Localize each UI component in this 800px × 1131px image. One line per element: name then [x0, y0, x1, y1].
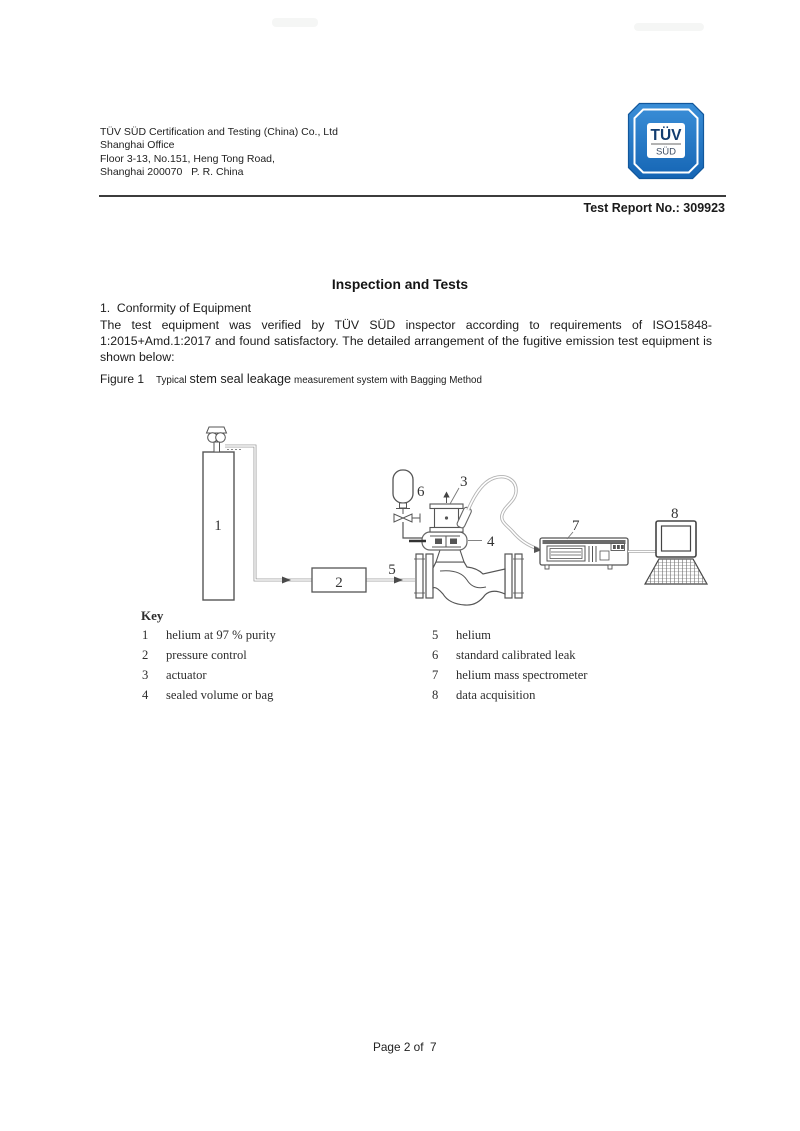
key-item: helium mass spectrometer [456, 668, 588, 682]
key-num: 8 [432, 688, 439, 702]
monitor-screen [662, 526, 691, 551]
address-line: Shanghai 200070 P. R. China [100, 166, 244, 179]
key-item: helium at 97 % purity [166, 628, 276, 642]
label-3: 3 [460, 474, 468, 490]
up-arrow-icon [443, 492, 449, 498]
label-3-pointer [450, 488, 459, 504]
address-line: TÜV SÜD Certification and Testing (China) Co., Ltd [100, 126, 338, 138]
body-paragraph: The test equipment was verified by TÜV SÜD inspector according to requirements of ISO15848-1:2015+Amd.1:2017 and found satisfactory. The detailed arrangement of the fugitive emission test equipment is shown below: [100, 318, 712, 364]
label-4: 4 [487, 534, 495, 550]
key-item: data acquisition [456, 688, 536, 702]
label-2: 2 [335, 575, 343, 591]
address-line: Floor 3-13, No.151, Heng Tong Road, [100, 152, 275, 165]
section-heading: 1. Conformity of Equipment [100, 301, 252, 315]
label-5: 5 [388, 562, 396, 578]
key-num: 2 [142, 648, 149, 662]
address-line: Shanghai Office [100, 139, 175, 152]
company-address-block [100, 126, 338, 180]
scan-smudge [634, 23, 704, 31]
calibrated-leak-bottle [393, 470, 422, 538]
key-item: sealed volume or bag [166, 688, 274, 702]
mass-spectrometer [540, 538, 628, 569]
sealed-bag [409, 532, 467, 550]
label-1: 1 [214, 518, 222, 534]
caption-part: stem seal leakage [189, 372, 292, 386]
flexible-tube [468, 477, 542, 553]
helium-supply-pipe [225, 446, 415, 584]
helium-cylinder [203, 427, 234, 600]
logo-tuv-text: TÜV [650, 127, 682, 144]
header-rule [99, 195, 726, 197]
figure-label: Figure 1 [100, 372, 145, 386]
logo-sud-text: SÜD [655, 146, 677, 158]
key-num: 6 [432, 648, 439, 662]
page-number: Page 2 of 7 [373, 1040, 437, 1054]
key-num: 7 [432, 668, 439, 682]
leak-pipe [403, 522, 422, 538]
caption-part: measurement system with Bagging Method [294, 375, 482, 386]
report-number: Test Report No.: 309923 [583, 201, 725, 215]
label-7: 7 [572, 518, 580, 534]
key-heading: Key [141, 608, 164, 623]
caption-part: Typical [156, 375, 187, 386]
tuv-sud-logo-icon [627, 102, 705, 180]
page-title: Inspection and Tests [331, 277, 469, 292]
figure-caption [100, 372, 482, 386]
key-item: helium [456, 628, 491, 642]
figure1-diagram [130, 418, 730, 613]
key-item: pressure control [166, 648, 247, 662]
test-valve-body [414, 550, 524, 605]
key-num: 1 [142, 628, 149, 642]
key-item: standard calibrated leak [456, 648, 576, 662]
key-item: actuator [166, 668, 207, 682]
label-8: 8 [671, 506, 679, 522]
key-num: 3 [142, 668, 149, 682]
key-num: 4 [142, 688, 149, 702]
flow-arrow-icon [282, 577, 291, 584]
key-num: 5 [432, 628, 439, 642]
scan-smudge [272, 18, 318, 27]
label-6: 6 [417, 484, 425, 500]
